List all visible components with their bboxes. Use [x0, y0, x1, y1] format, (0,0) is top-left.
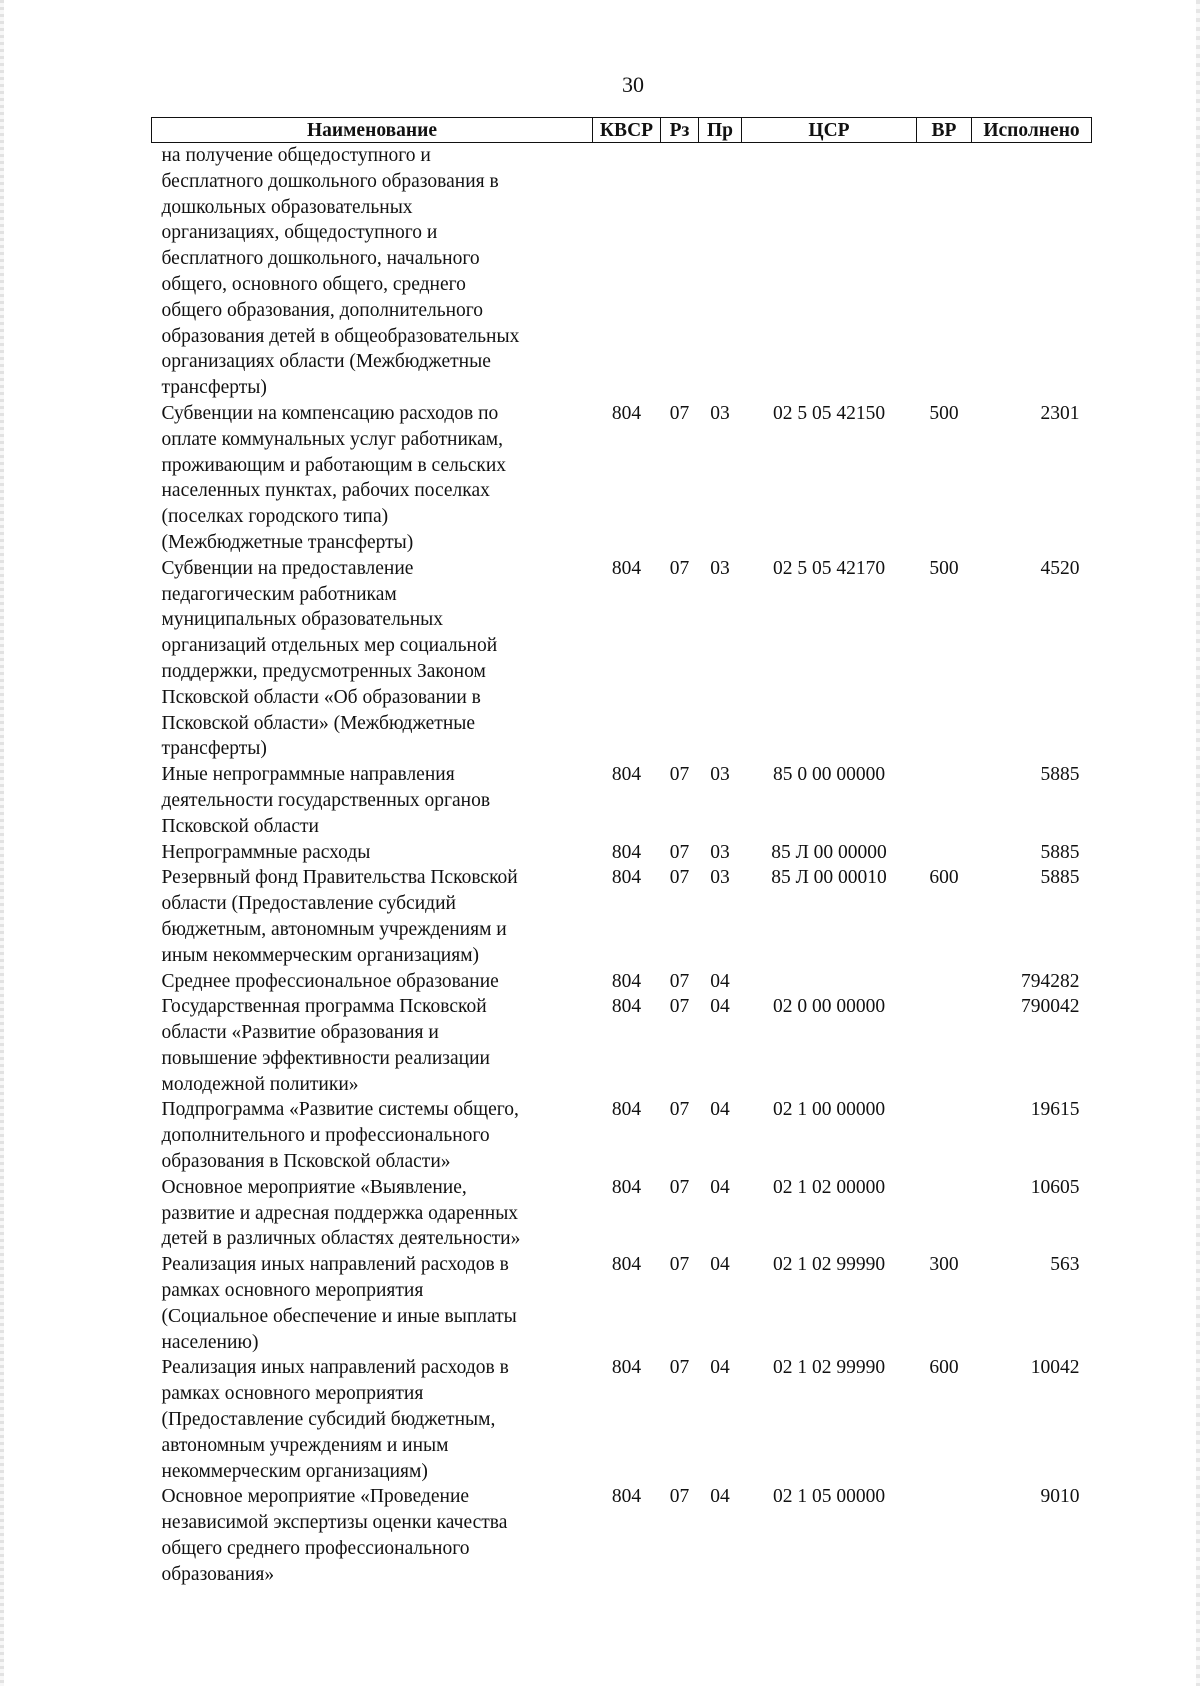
row-csr: 85 0 00 00000 — [772, 764, 886, 786]
row-done: 5885 — [1040, 867, 1080, 889]
row-csr: 02 1 02 99990 — [772, 1254, 886, 1276]
row-kvsr: 804 — [611, 970, 642, 992]
row-kvsr: 804 — [611, 841, 642, 863]
table-row — [152, 840, 1092, 866]
row-kvsr: 804 — [611, 557, 642, 579]
row-pr: 03 — [710, 867, 730, 889]
table-row — [152, 1355, 1092, 1484]
row-name-line: на получение общедоступного и — [161, 145, 431, 166]
row-pr: 04 — [710, 970, 730, 992]
table-row — [152, 1097, 1092, 1174]
row-name-line: автономным учреждениям и иным — [161, 1434, 449, 1456]
row-rz: 07 — [669, 1254, 690, 1276]
row-name-line: населению) — [161, 1331, 259, 1353]
row-rz: 07 — [669, 867, 690, 889]
row-name-line: Псковской области — [161, 815, 319, 837]
row-rz: 07 — [669, 764, 690, 786]
row-vr — [917, 762, 972, 839]
row-name-line: (поселках городского типа) — [161, 506, 389, 528]
table-row — [152, 969, 1092, 995]
row-name-line: дополнительного и профессионального — [161, 1125, 490, 1147]
row-name-line: (Предоставление субсидий бюджетным, — [161, 1409, 496, 1431]
row-rz: 07 — [669, 402, 690, 424]
row-csr — [742, 143, 917, 401]
row-name-line: поддержки, предусмотренных Законом — [161, 660, 486, 682]
row-name — [152, 1484, 593, 1587]
row-name-line: организаций отдельных мер социальной — [161, 635, 498, 657]
row-name-line: молодежной политики» — [161, 1073, 359, 1095]
row-pr — [699, 143, 742, 401]
row-done: 790042 — [1021, 996, 1080, 1018]
table-row — [152, 143, 1092, 401]
row-kvsr: 804 — [611, 996, 642, 1018]
row-rz: 07 — [669, 1486, 690, 1508]
row-name-line: населенных пунктах, рабочих поселках — [161, 480, 490, 502]
row-name — [152, 556, 593, 762]
row-name-line: организациях области (Межбюджетные — [161, 351, 491, 373]
row-name-line: проживающим и работающим в сельских — [161, 454, 507, 476]
row-kvsr: 804 — [611, 764, 642, 786]
row-name-line: рамках основного мероприятия — [161, 1383, 424, 1405]
row-name-line: Псковской области «Об образовании в — [161, 686, 481, 708]
row-name-line: детей в различных областях деятельности» — [161, 1228, 521, 1250]
scan-edge-right — [1196, 0, 1200, 1686]
header-kvsr: КВСР — [593, 118, 661, 143]
row-name-line: области «Развитие образования и — [161, 1022, 439, 1044]
header-name: Наименование — [152, 118, 593, 143]
row-pr: 04 — [710, 1254, 730, 1276]
row-name-line: (Социальное обеспечение и иные выплаты — [161, 1305, 517, 1327]
row-csr: 02 1 02 00000 — [772, 1176, 886, 1198]
row-name-line: повышение эффективности реализации — [161, 1047, 490, 1069]
row-name — [152, 994, 593, 1097]
table-row — [152, 556, 1092, 762]
row-rz: 07 — [669, 1176, 690, 1198]
table-row — [152, 1252, 1092, 1355]
header-done: Исполнено — [972, 118, 1092, 143]
row-pr: 03 — [710, 402, 730, 424]
row-kvsr: 804 — [611, 1486, 642, 1508]
row-csr — [742, 969, 917, 995]
row-vr — [917, 969, 972, 995]
row-name-line: оплате коммунальных услуг работникам, — [161, 428, 503, 450]
row-name — [152, 1175, 593, 1252]
row-done: 9010 — [1040, 1486, 1080, 1508]
row-csr: 02 1 00 00000 — [772, 1099, 886, 1121]
row-name-line: муниципальных образовательных — [161, 609, 443, 631]
row-name — [152, 762, 593, 839]
row-name-line: Реализация иных направлений расходов в — [161, 1254, 509, 1276]
row-done: 2301 — [1040, 402, 1080, 424]
row-rz: 07 — [669, 996, 690, 1018]
header-csr: ЦСР — [742, 118, 917, 143]
row-vr: 500 — [929, 402, 959, 424]
row-csr: 02 5 05 42150 — [772, 402, 886, 424]
row-name — [152, 865, 593, 968]
row-csr: 02 0 00 00000 — [772, 996, 886, 1018]
table-header — [152, 118, 1092, 143]
table-row — [152, 865, 1092, 968]
row-kvsr — [593, 143, 661, 401]
row-pr: 03 — [710, 557, 730, 579]
row-name-line: общего, основного общего, среднего — [161, 273, 466, 295]
row-name-line: образования» — [161, 1563, 275, 1585]
row-done: 10042 — [1030, 1357, 1080, 1379]
row-name — [152, 143, 593, 401]
header-pr: Пр — [699, 118, 742, 143]
row-name — [152, 1355, 593, 1484]
row-vr: 600 — [929, 867, 959, 889]
row-name-line: Резервный фонд Правительства Псковской — [161, 867, 518, 889]
row-name-line: иным некоммерческим организациям) — [161, 944, 480, 966]
row-name-line: Подпрограмма «Развитие системы общего, — [161, 1099, 519, 1121]
row-done: 19615 — [1030, 1099, 1080, 1121]
table-row — [152, 1175, 1092, 1252]
row-csr: 85 Л 00 00010 — [771, 867, 887, 889]
row-name-line: (Межбюджетные трансферты) — [161, 531, 414, 553]
row-name-line: Иные непрограммные направления — [161, 764, 455, 786]
row-vr: 500 — [929, 557, 959, 579]
row-name-line: Государственная программа Псковской — [161, 996, 487, 1018]
row-csr: 02 1 02 99990 — [772, 1357, 886, 1379]
row-name-line: бюджетным, автономным учреждениям и — [161, 918, 507, 940]
page-number: 30 — [622, 72, 644, 97]
row-done: 5885 — [1040, 764, 1080, 786]
row-name-line: области (Предоставление субсидий — [161, 893, 456, 915]
table-body — [152, 143, 1092, 1588]
row-name-line: Субвенции на предоставление — [161, 557, 414, 579]
row-done: 563 — [1050, 1254, 1080, 1276]
row-pr: 04 — [710, 1486, 730, 1508]
row-pr: 03 — [710, 841, 730, 863]
row-vr — [917, 840, 972, 866]
row-name-line: педагогическим работникам — [161, 583, 397, 605]
header-rz: Рз — [661, 118, 699, 143]
row-kvsr: 804 — [611, 1357, 642, 1379]
row-name-line: организациях, общедоступного и — [161, 222, 438, 244]
table-row — [152, 1484, 1092, 1587]
row-vr: 300 — [929, 1254, 959, 1276]
row-name-line: Основное мероприятие «Проведение — [161, 1486, 470, 1508]
row-vr — [917, 1175, 972, 1252]
row-name-line: образования в Псковской области» — [161, 1151, 451, 1173]
header-vr: ВР — [917, 118, 972, 143]
row-kvsr: 804 — [611, 867, 642, 889]
header-row — [152, 118, 1092, 143]
row-done — [972, 143, 1092, 401]
row-name-line: трансферты) — [161, 377, 267, 399]
row-pr: 03 — [710, 764, 730, 786]
row-kvsr: 804 — [611, 402, 642, 424]
row-rz — [661, 143, 699, 401]
row-vr: 600 — [929, 1357, 959, 1379]
table-row — [152, 994, 1092, 1097]
row-vr — [917, 1484, 972, 1587]
row-vr — [917, 1097, 972, 1174]
row-name-line: рамках основного мероприятия — [161, 1280, 424, 1302]
row-name-line: Основное мероприятие «Выявление, — [161, 1176, 467, 1198]
row-rz: 07 — [669, 970, 690, 992]
row-name — [152, 969, 593, 995]
row-name — [152, 401, 593, 556]
row-pr: 04 — [710, 996, 730, 1018]
row-csr: 02 5 05 42170 — [772, 557, 886, 579]
row-name-line: Реализация иных направлений расходов в — [161, 1357, 509, 1379]
row-kvsr: 804 — [611, 1254, 642, 1276]
row-name-line: деятельности государственных органов — [161, 789, 491, 811]
row-name — [152, 840, 593, 866]
row-name-line: Среднее профессиональное образование — [161, 970, 499, 992]
row-name-line: образования детей в общеобразовательных — [161, 325, 520, 347]
budget-table — [151, 117, 1092, 1588]
row-csr: 85 Л 00 00000 — [771, 841, 887, 863]
row-name-line: бесплатного дошкольного, начального — [161, 248, 480, 270]
row-name-line: общего среднего профессионального — [161, 1538, 470, 1560]
row-done: 794282 — [1021, 970, 1080, 992]
row-name-line: некоммерческим организациям) — [161, 1460, 428, 1482]
row-rz: 07 — [669, 1357, 690, 1379]
row-name-line: Псковской области» (Межбюджетные — [161, 712, 476, 734]
row-rz: 07 — [669, 557, 690, 579]
row-done: 5885 — [1040, 841, 1080, 863]
row-rz: 07 — [669, 1099, 690, 1121]
row-rz: 07 — [669, 841, 690, 863]
row-name-line: трансферты) — [161, 738, 267, 760]
row-name — [152, 1252, 593, 1355]
table-row — [152, 401, 1092, 556]
row-done: 4520 — [1040, 557, 1080, 579]
row-name-line: бесплатного дошкольного образования в — [161, 170, 499, 192]
row-name-line: Субвенции на компенсацию расходов по — [161, 402, 499, 424]
row-name-line: развитие и адресная поддержка одаренных — [161, 1202, 519, 1224]
row-name-line: независимой экспертизы оценки качества — [161, 1512, 508, 1534]
row-name-line: общего образования, дополнительного — [161, 299, 484, 321]
row-done: 10605 — [1030, 1176, 1080, 1198]
row-pr: 04 — [710, 1176, 730, 1198]
row-vr — [917, 143, 972, 401]
table-row — [152, 762, 1092, 839]
row-pr: 04 — [710, 1357, 730, 1379]
row-name-line: Непрограммные расходы — [161, 841, 371, 863]
row-pr: 04 — [710, 1099, 730, 1121]
row-name — [152, 1097, 593, 1174]
row-kvsr: 804 — [611, 1099, 642, 1121]
row-csr: 02 1 05 00000 — [772, 1486, 886, 1508]
row-name-line: дошкольных образовательных — [161, 196, 413, 218]
scan-edge-left — [0, 0, 4, 1686]
row-kvsr: 804 — [611, 1176, 642, 1198]
row-vr — [917, 994, 972, 1097]
